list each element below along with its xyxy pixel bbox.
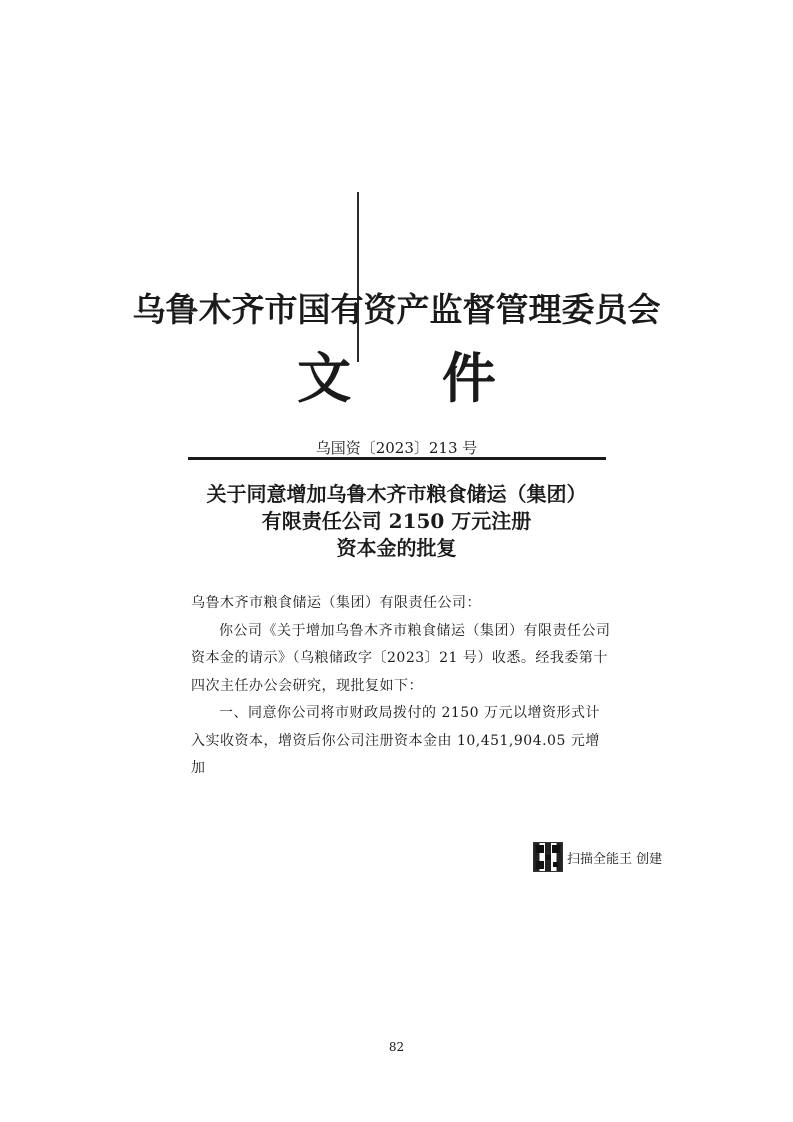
header-divider <box>188 457 606 460</box>
title-line-3: 资本金的批复 <box>336 536 457 560</box>
qr-code-icon <box>533 842 563 872</box>
document-type: 文 件 <box>297 346 532 410</box>
recipient-line: 乌鲁木齐市粮食储运（集团）有限责任公司： <box>191 595 481 611</box>
scanner-watermark: 扫描全能王 创建 <box>567 852 663 867</box>
title-line-1: 关于同意增加乌鲁木齐市粮食储运（集团） <box>206 482 587 506</box>
title-line-2: 有限责任公司 2150 万元注册 <box>261 509 532 533</box>
issuing-agency: 乌鲁木齐市国有资产监督管理委员会 <box>132 290 661 329</box>
body-paragraph-2: 一、同意你公司将市财政局拨付的 2150 万元以增资形式计入实收资本，增资后你公司注册资本金由 10,451,904.05 元增加 <box>191 705 601 776</box>
body-paragraph-1: 你公司《关于增加乌鲁木齐市粮食储运（集团）有限责任公司资本金的请示》（乌粮储政字〔2023〕21 号）收悉。经我委第十四次主任办公会研究，现批复如下： <box>191 622 611 694</box>
page-number: 82 <box>388 1040 405 1054</box>
document-title <box>0 481 793 562</box>
document-number: 乌国资〔2023〕213 号 <box>315 439 478 457</box>
document-body <box>191 590 611 783</box>
